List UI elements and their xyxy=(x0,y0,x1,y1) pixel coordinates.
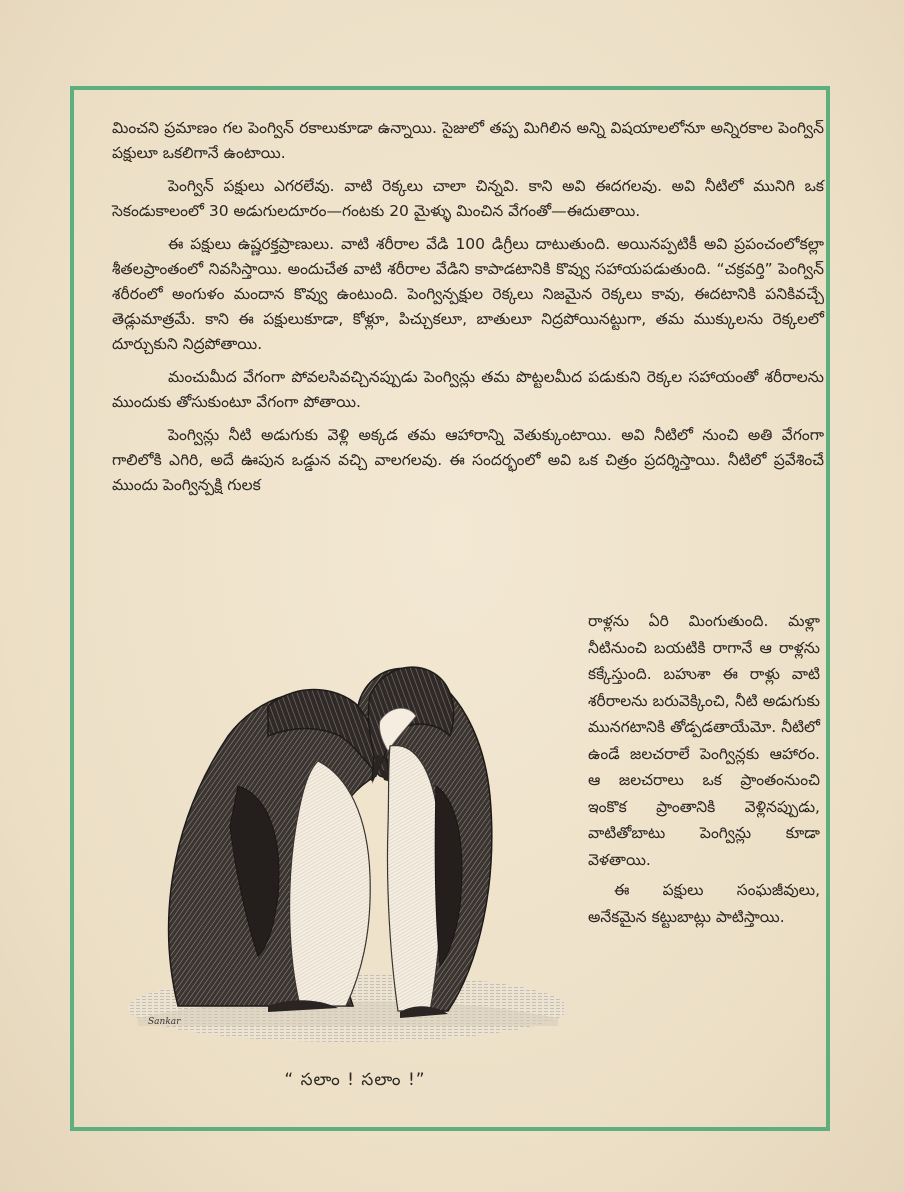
paragraph-3: ఈ పక్షులు ఉష్ణరక్తప్రాణులు. వాటి శరీరాల వేడి 100 డిగ్రీలు దాటుతుంది. అయినప్పటికీ అవి ప్రపంచంలోకల్లా శీతలప్రాంతంలో నివసిస్తాయి. అందుచేత వాటి శరీరాల వేడిని కాపాడటానికి కొవ్వు సహాయపడుతుంది. “చక్రవర్తి” పెంగ్విన్ శరీరంలో అంగుళం మందాన కొవ్వు ఉంటుంది. పెంగ్విన్పక్షుల రెక్కలు నిజమైన రెక్కలు కావు, ఈదటానికి పనికివచ్చే తెడ్లుమాత్రమే. కాని ఈ పక్షులుకూడా, కోళ్లూ, పిచ్చుకలూ, బాతులూ నిద్రపోయినట్టుగా, తమ ముక్కులను రెక్కలలో దూర్చుకుని నిద్రపోతాయి. xyxy=(112,235,824,353)
side-paragraph-2: ఈ పక్షులు సంఘజీవులు, అనేకమైన కట్టుబాట్లు పాటిస్తాయి. xyxy=(588,881,820,926)
side-paragraph-1: రాళ్లను ఏరి మింగుతుంది. మళ్లా నీటినుంచి బయటికి రాగానే ఆ రాళ్లను కక్కేస్తుంది. బహుశా ఈ రాళ్లు వాటి శరీరాలను బరువెక్కించి, నీటి అడుగుకు మునగటానికి తోడ్పడతాయేమో. నీటిలో ఉండే జలచరాలే పెంగ్విన్లకు ఆహారం. ఆ జలచరాలు ఒక ప్రాంతంనుంచి ఇంకొక ప్రాంతానికి వెళ్లినప్పుడు, వాటితోబాటు పెంగ్విన్లు కూడా వెళతాయి. xyxy=(588,612,820,869)
paragraph-2: పెంగ్విన్ పక్షులు ఎగరలేవు. వాటి రెక్కలు చాలా చిన్నవి. కాని అవి ఈదగలవు. అవి నీటిలో మునిగి ఒక సెకండుకాలంలో 30 అడుగులదూరం—గంటకు 20 మైళ్ళు మించిన వేగంతో—ఈదుతాయి. xyxy=(112,177,824,220)
main-text-block xyxy=(112,116,824,498)
figure-caption: “ సలాం ! సలాం !” xyxy=(284,1070,426,1090)
penguins-drawing xyxy=(118,626,564,1046)
paragraph-1: మించని ప్రమాణం గల పెంగ్విన్ రకాలుకూడా ఉన్నాయి. సైజులో తప్ప మిగిలిన అన్ని విషయాలలోనూ అన్నిరకాల పెంగ్విన్ పక్షులూ ఒకలిగానే ఉంటాయి. xyxy=(112,119,824,162)
paragraph-5: పెంగ్విన్లు నీటి అడుగుకు వెళ్లి అక్కడ తమ ఆహారాన్ని వెతుక్కుంటాయి. అవి నీటిలో నుంచి అతి వేగంగా గాలిలోకి ఎగిరి, అదే ఊపున ఒడ్డున వచ్చి వాలగలవు. ఈ సందర్భంలో అవి ఒక చిత్రం ప్రదర్శిస్తాయి. నీటిలో ప్రవేశించే ముందు పెంగ్విన్పక్షి గులక xyxy=(112,426,824,494)
paragraph-4: మంచుమీద వేగంగా పోవలసివచ్చినప్పుడు పెంగ్విన్లు తమ పొట్టలమీద పడుకుని రెక్కల సహాయంతో శరీరాలను ముందుకు తోసుకుంటూ వేగంగా పోతాయి. xyxy=(112,368,824,411)
artist-signature: Sankar xyxy=(148,1017,181,1027)
penguin-illustration xyxy=(118,626,564,1046)
side-text-block xyxy=(588,608,820,930)
